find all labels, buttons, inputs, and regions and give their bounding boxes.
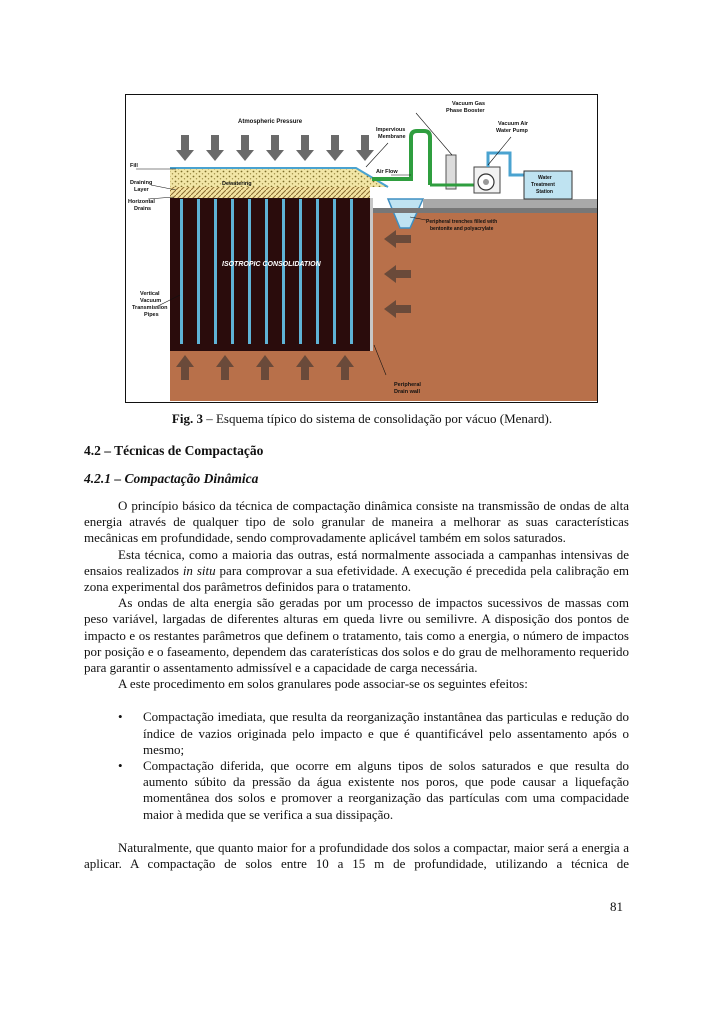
drain-wall	[370, 198, 373, 351]
label-station: Station	[536, 189, 553, 195]
list-item	[84, 758, 629, 823]
body-text	[84, 498, 629, 872]
figure-vacuum-consolidation	[125, 94, 598, 403]
label-vacuum: Vacuum	[140, 298, 162, 304]
paragraph-3: As ondas de alta energia são geradas por um processo de impactos sucessivos de massas com peso variável, largadas de diferentes alturas em queda livre ou semilivre. A disposição dos pontos de impacto e os restantes parâmetros que definem o tratamento, tais como a energia, o número de impactos por posição e o faseamento, dependem das caraterísticas dos solos e do grau de melhoramento requerido para garantir o assentamento admissível e a capacidade de carga necessária.	[84, 595, 629, 676]
label-treatment: Treatment	[531, 182, 555, 188]
label-vacuum-gas: Vacuum Gas	[452, 101, 486, 107]
label-atmospheric-pressure: Atmospheric Pressure	[238, 119, 303, 125]
fill-layer	[170, 169, 388, 187]
soft-soil	[170, 198, 372, 351]
ground-surface	[423, 199, 597, 208]
label-draining: Draining	[130, 180, 153, 186]
label-water-pump: Water Pump	[496, 128, 528, 134]
list-item-text: Compactação imediata, que resulta da reorganização instantânea das particulas e redução do índice de vazios originada pelo impacto e que é quantificável pelo assentamento após o mesmo;	[143, 709, 629, 757]
label-membrane: Membrane	[378, 134, 406, 140]
label-phase-booster: Phase Booster	[446, 108, 485, 114]
paragraph-2	[84, 547, 629, 596]
label-peripheral: Peripheral	[394, 382, 421, 388]
label-trenches-1: Peripheral trenches filled with	[426, 219, 498, 225]
paragraph-2-part-a: Esta técnica, como a maioria das outras, está normalmente associada a campanhas intensivas de ensaios realizados	[84, 546, 629, 578]
label-dewatering: Dewatering	[222, 181, 252, 187]
effects-list	[84, 709, 629, 822]
label-air-flow: Air Flow	[376, 169, 398, 175]
label-vertical: Vertical	[140, 291, 160, 297]
figure-caption-text: – Esquema típico do sistema de consolidação por vácuo (Menard).	[202, 411, 553, 426]
label-fill: Fill	[130, 163, 138, 169]
label-pipes: Pipes	[144, 312, 159, 318]
label-impervious: Impervious	[376, 127, 406, 133]
paragraph-1: O princípio básico da técnica de compactação dinâmica consiste na transmissão de ondas de alta energia através de qualquer tipo de solo granular de maneira a melhorar as suas características mecânicas em profundidade, sendo comprovadamente aplicável também em solos saturados.	[84, 498, 629, 546]
figure-label: Fig. 3	[171, 411, 203, 426]
figure-caption	[0, 411, 724, 427]
label-trenches-2: bentonite and polyacrylate	[430, 226, 494, 232]
label-water: Water	[538, 175, 552, 181]
list-item	[84, 709, 629, 758]
label-drains: Drains	[134, 206, 152, 212]
subsection-heading: 4.2.1 – Compactação Dinâmica	[84, 471, 259, 486]
vacuum-consolidation-diagram	[126, 95, 597, 401]
label-transmission: Transmission	[132, 305, 168, 311]
paragraph-4: A este procedimento em solos granulares pode associar-se os seguintes efeitos:	[118, 676, 528, 692]
list-item-text: Compactação diferida, que ocorre em alguns tipos de solos saturados e que resulta do aumento súbito da pressão da água existente nos poros, que pode causar a liquefação momentânea dos solos e promover a reorganização das partículas com uma compacidade maior à medida que se verifica a sua dissipação.	[143, 758, 629, 822]
label-layer: Layer	[134, 187, 149, 193]
section-heading: 4.2 – Técnicas de Compactação	[84, 443, 264, 458]
label-horizontal: Horizontal	[128, 199, 155, 205]
atmospheric-pressure-arrows	[176, 135, 374, 161]
label-vacuum-air: Vacuum Air	[498, 121, 529, 127]
bullet-icon: •	[118, 758, 123, 774]
paragraph-5: Naturalmente, que quanto maior for a profundidade dos solos a compactar, maior será a energia a aplicar. A compactação de solos entre 10 a 15 m de profundidade, utilizando a técnica de	[84, 839, 629, 872]
label-drain-wall: Drain wall	[394, 389, 420, 395]
in-situ-term: in situ	[182, 562, 216, 578]
label-isotropic-consolidation: ISOTROPIC CONSOLIDATION	[222, 261, 321, 268]
page-number: 81	[610, 899, 623, 914]
bullet-icon: •	[118, 709, 123, 725]
paragraph-2-part-b: para comprovar a sua efetividade. A execução é precedida pela calibração em zona experimental dos parâmetros definidos para o tratamento.	[84, 562, 629, 595]
